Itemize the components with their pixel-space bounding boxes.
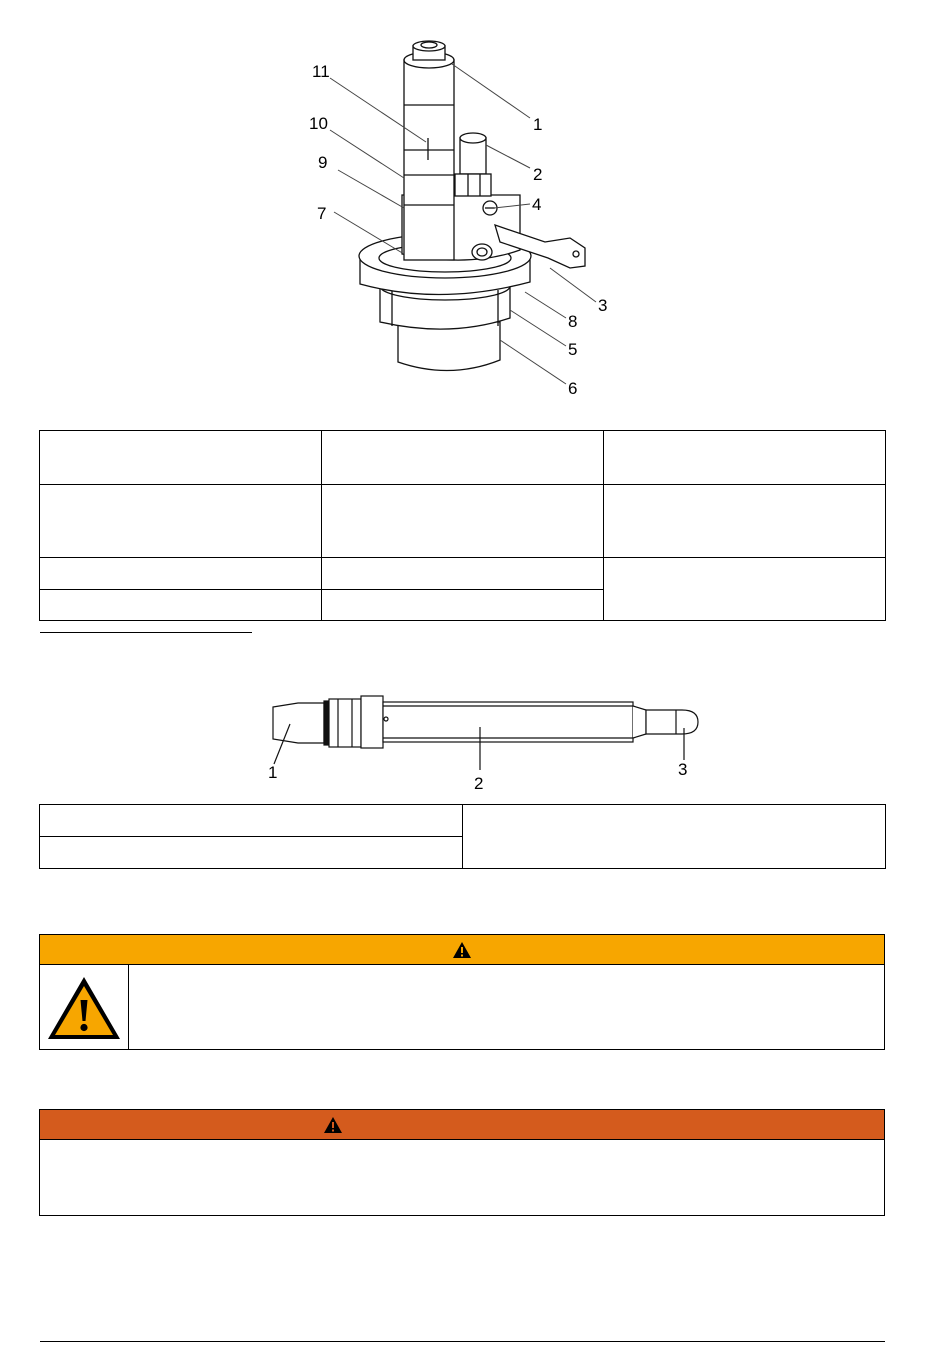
probe-legend-table xyxy=(39,804,886,869)
warning-box xyxy=(39,934,885,1050)
callout-4: 4 xyxy=(532,195,542,214)
caution-header xyxy=(40,1110,884,1140)
footer-rule xyxy=(40,1341,885,1342)
legend-cell xyxy=(40,837,463,869)
warning-triangle-icon xyxy=(323,1116,343,1134)
probe-callout-1: 1 xyxy=(268,763,278,782)
warning-text-area xyxy=(129,965,884,1050)
callout-10: 10 xyxy=(309,114,328,133)
legend-cell xyxy=(322,485,604,558)
callout-7: 7 xyxy=(317,204,327,223)
warning-header xyxy=(40,935,884,965)
legend-cell xyxy=(322,558,604,590)
legend-cell xyxy=(322,590,604,621)
probe-callout-2: 2 xyxy=(474,774,484,793)
callout-2: 2 xyxy=(533,165,543,184)
warning-triangle-icon xyxy=(45,974,123,1042)
assembly-drawing xyxy=(300,40,620,405)
callout-3: 3 xyxy=(598,296,608,315)
callout-9: 9 xyxy=(318,153,328,172)
callout-8: 8 xyxy=(568,312,578,331)
callout-11: 11 xyxy=(312,62,330,81)
legend-cell xyxy=(40,590,322,621)
legend-cell xyxy=(40,431,322,485)
legend-cell xyxy=(40,485,322,558)
callout-6: 6 xyxy=(568,379,578,398)
probe-drawing xyxy=(255,685,715,795)
legend-cell xyxy=(604,558,886,621)
caution-text-area xyxy=(40,1140,884,1216)
callout-5: 5 xyxy=(568,340,578,359)
legend-cell xyxy=(604,485,886,558)
component-legend-table xyxy=(39,430,886,621)
footnote-separator xyxy=(40,632,252,633)
warning-triangle-icon xyxy=(452,941,472,959)
legend-cell xyxy=(40,805,463,837)
callout-1: 1 xyxy=(533,115,543,134)
probe-callout-3: 3 xyxy=(678,760,688,779)
legend-cell xyxy=(322,431,604,485)
legend-cell xyxy=(40,558,322,590)
caution-box xyxy=(39,1109,885,1216)
legend-cell xyxy=(463,805,886,869)
warning-symbol-cell xyxy=(40,965,129,1050)
legend-cell xyxy=(604,431,886,485)
